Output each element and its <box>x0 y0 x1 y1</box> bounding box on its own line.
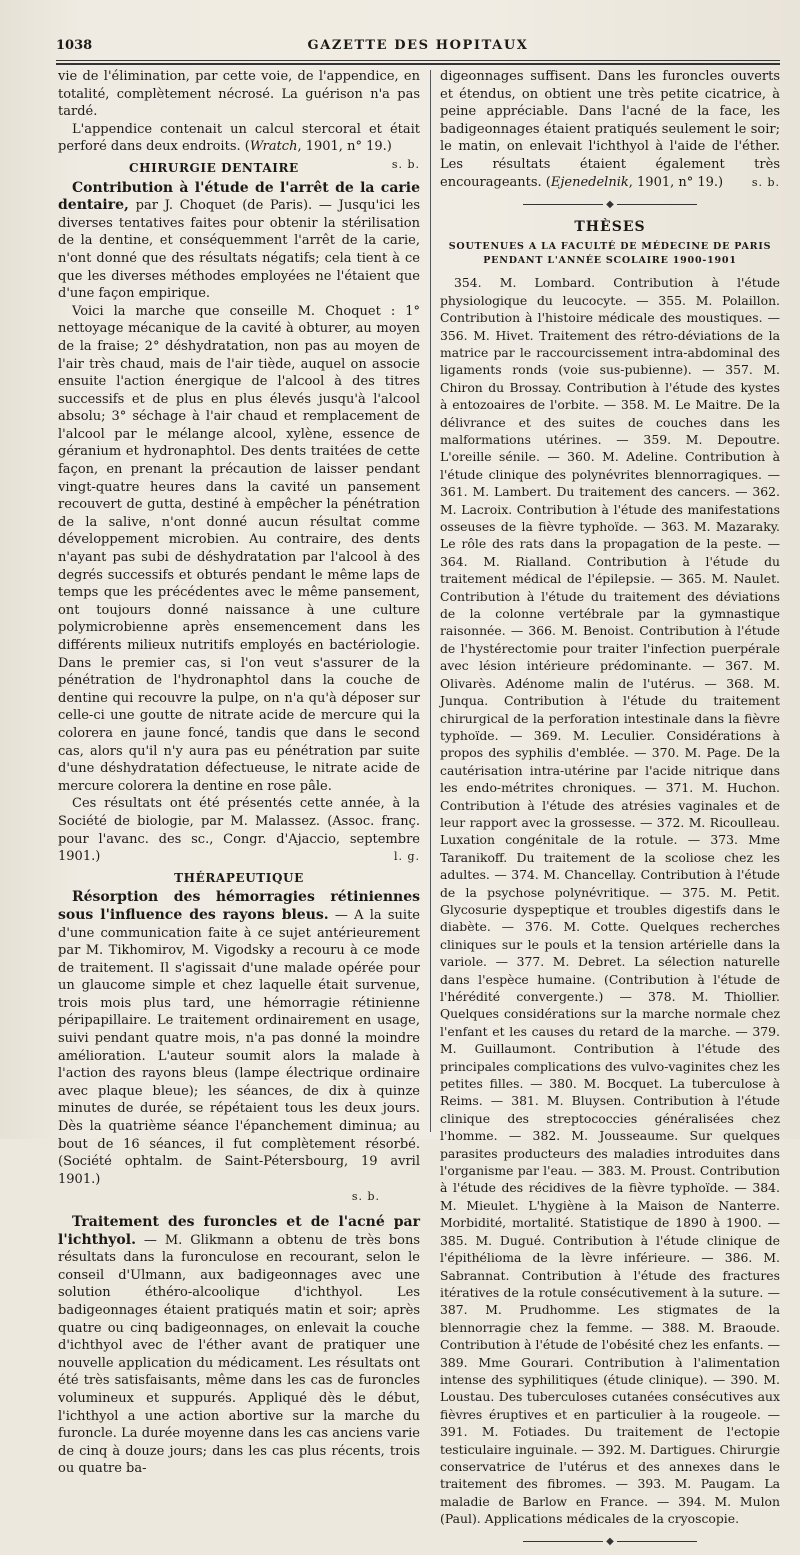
theses-heading: THÈSES <box>574 218 646 235</box>
theses-list: 354. M. Lombard. Contribution à l'étude physiologique du leucocyte. — 355. M. Polaillon. Contribution à l'histoire médicale des moustiques. — 356. M. Hivet. Traitement des rétro-déviations de la matrice par le raccourcissement intra-abdominal des ligaments ronds (voie sus-pubienne). — 357. M. Chiron du Brossay. Contribution à l'étude des kystes à entozoaires de l'orbite. — 358. M. Le Maitre. De la délivrance et des suites de couches dans les malformations utérines. — 359. M. Depoutre. L'oreille sénile. — 360. M. Adeline. Contribution à l'étude clinique des polynévrites blennorragiques. — 361. M. Lambert. Du traitement des cancers. — 362. M. Lacroix. Contribution à l'étude des manifestations osseuses de la fièvre typhoïde. — 363. M. Mazaraky. Le rôle des rats dans la propagation de la peste. — 364. M. Rialland. Contribution à l'étude du traitement médical de l'épilepsie. — 365. M. Naulet. Contribution à l'étude du traitement des déviations de la colonne vertébrale par la gymnastique raisonnée. — 366. M. Benoist. Contribution à l'étude de l'hystérectomie pour traiter l'infection puerpérale avec lésion intérieure prédominante. — 367. M. Olivarès. Adénome malin de l'utérus. — 368. M. Junqua. Contribution à l'étude du traitement chirurgical de la perforation intestinale dans la fièvre typhoïde. — 369. M. Leculier. Considérations à propos des syphilis d'emblée. — 370. M. Page. De la cautérisation intra-utérine par l'acide nitrique dans les endo-métrites chroniques. — 371. M. Huchon. Contribution à l'étude des atrésies vaginales et de leur rapport avec la grossesse. — 372. M. Ricoulleau. Luxation congénitale de la rotule. — 373. Mme Taranikoff. Du traitement de la scoliose chez les adultes. — 374. M. Chancellay. Contribution à l'étude de la psychose polynévritique. — 375. M. Petit. Glycosurie dyspeptique et troubles digestifs dans le diabète. — 376. M. Cotte. Quelques recherches cliniques sur le pouls et la tension artérielle dans la variole. — 377. M. Debret. La sélection naturelle dans l'espèce humaine. (Contribution à l'étude de l'hérédité convergente.) — 378. M. Thiollier. Quelques considérations sur la marche normale chez l'enfant et les causes du retard de la marche. — 379. M. Guillaumont. Contribution à l'étude des principales complications des vulvo-vaginites chez les petites filles. — 380. M. Bocquet. La tuberculose à Reims. — 381. M. Bluysen. Contribution à l'étude clinique des streptococcies généralisées chez l'homme. — 382. M. Jousseaume. Sur quelques parasites producteurs des maladies introduites dans l'organisme par l'eau. — 383. M. Proust. Contribution à l'étude des récidives de la fièvre typhoïde. — 384. M. Mieulet. L'hygiène à la Maison de Nanterre. Morbidité, mortalité. Statistique de 1890 à 1900. — 385. M. Dugué. Contribution à l'étude clinique de l'épithélioma de la lèvre inférieure. — 386. M. Sabrannat. Contribution à l'étude des fractures itératives de la rotule consécutivement à la suture. — 387. M. Prudhomme. Les stigmates de la blennorragie chez la femme. — 388. M. Braoude. Contribution à l'étude de l'obésité chez les enfants. — 389. Mme Gourari. Contribution à l'alimentation intense des syphilitiques (étude clinique). — 390. M. Loustau. Des tuberculoses cutanées consécutives aux fièvres éruptives et en particulier à la rougeole. — 391. M. Fotiades. Du traitement de l'ectopie testiculaire inguinale. — 392. M. Dartigues. Chirurgie conservatrice de l'utérus et des annexes dans le traitement des fibromes. — 393. M. Paugam. La maladie de Barlow en France. — 394. M. Mulon (Paul). Applications médicales de la cryoscopie. <box>440 275 780 1527</box>
article-title: Contribution à l'étude de l'arrêt de la carie dentaire, <box>58 179 420 214</box>
continued-paragraph: digeonnages suffisent. Dans les furoncles ouverts et étendus, on obtient une très petite cicatrice, à peine appréciable. Dans l'acné de la face, les badigeonnages étaient pratiqués seulement le soir; le matin, on enlevait l'ichthyol à l'aide de l'éther. Les résultats étaient également très encourageants. (Ejenedelnik, 1901, n° 19.) s. b. <box>440 69 780 190</box>
source-citation: Wratch <box>249 139 298 155</box>
article-title: Résorption des hémorragies rétiniennes sous l'influence des rayons bleus. <box>58 889 420 923</box>
source-citation: Ejenedelnik <box>550 174 629 190</box>
ornament-divider: ◆ <box>440 196 780 214</box>
theses-subheading: SOUTENUES A LA FACULTÉ DE MÉDECINE DE PARIS PENDANT L'ANNÉE SCOLAIRE 1900-1901 <box>448 241 772 267</box>
author-initials: s. b. <box>391 157 420 171</box>
ornament-divider: ◆ <box>440 1533 780 1551</box>
section-heading-dental: CHIRURGIE DENTAIRE <box>129 160 299 175</box>
article-dental-p2: Voici la marche que conseille M. Choquet : 1° nettoyage mécanique de la cavité à obturer, au moyen de la fraise; 2° déshydratation, non pas au moyen de l'air très chaud, mais de l'air tiède, auquel on associe ensuite l'action énergique de l'alcool à des titres successifs et de plus en plus élevés jusqu'à l'alcool absolu; 3° séchage à l'air chaud et remplacement de l'alcool par le mélange alcool, xylène, essence de géranium et hydronaphtol. Des dents traitées de cette façon, en prenant la précaution de laisser pendant vingt-quatre heures dans la cavité un pansement recouvert de gutta, destiné à empêcher la pénétration de la salive, n'ont donné aucun résultat comme développement microbien. Au contraire, des dents n'ayant pas subi de déshydratation par l'alcool à des degrés successifs et obturés pendant le même laps de temps que les précédentes avec le même pansement, ont toujours donné naissance à une culture polymicrobienne après ensemencement dans les différents milieux nutritifs employés en bactériologie. Dans le premier cas, si l'on veut s'assurer de la pénétration de l'hydronaphtol dans la couche de dentine qui recouvre la pulpe, on n'a qu'à déposer sur celle-ci une goutte de nitrate acide de mercure qui la colorera en jaune foncé, tandis que dans le second cas, alors qu'il n'y aura pas eu pénétration par suite d'une déshydratation défectueuse, le nitrate acide de mercure colorera la dentine en rose pâle. <box>58 303 420 794</box>
page-header <box>56 36 780 58</box>
continued-paragraph: vie de l'élimination, par cette voie, de l'appendice, en totalité, complètement nécrosé. La guérison n'a pas tardé. <box>58 69 420 120</box>
author-initials: l. g. <box>393 850 420 864</box>
author-initials: s. b. <box>351 1190 380 1204</box>
section-heading-therapeutics: THÉRAPEUTIQUE <box>174 870 304 885</box>
column-divider <box>430 70 431 1132</box>
right-column <box>440 68 780 1555</box>
appendix-paragraph: L'appendice contenait un calcul stercoral et était perforé dans deux endroits. (Wratch, 1901, n° 19.) s. b. <box>58 121 420 156</box>
journal-title: GAZETTE DES HOPITAUX <box>307 38 529 53</box>
article-dental-p3: Ces résultats ont été présentés cette année, à la Société de biologie, par M. Malassez. (Assoc. franç. pour l'avanc. des sc., Congr. d'Ajaccio, septembre 1901.) l. g. <box>58 796 420 865</box>
header-rule-thick <box>56 63 780 65</box>
page-number: 1038 <box>56 38 93 53</box>
header-rule <box>56 60 780 61</box>
article-retinal: Résorption des hémorragies rétiniennes sous l'influence des rayons bleus. — A la suite d'une communication faite à ce sujet antérieurement par M. Tikhomirov, M. Vigodsky a recouru à ce mode de traitement. Il s'agissait d'une malade opérée pour un glaucome simple et chez laquelle était survenue, trois mois plus tard, une hémorragie rétinienne péripapillaire. Le traitement ordinairement en usage, suivi pendant quatre mois, n'a pas donné la moindre amélioration. L'auteur soumit alors la malade à l'action des rayons bleus (lampe électrique ordinaire avec plaque bleue); les séances, de dix à quinze minutes de durée, se répétaient tous les deux jours. Dès la quatrième séance l'épanchement diminua; au bout de 16 séances, il fut complètement résorbé. (Société ophtalm. de Saint-Pétersbourg, 19 avril 1901.) <box>58 889 420 1187</box>
left-column <box>58 68 420 1478</box>
article-title: Traitement des furoncles et de l'acné par l'ichthyol. <box>58 1214 420 1248</box>
article-furuncles: Traitement des furoncles et de l'acné par l'ichthyol. — M. Glikmann a obtenu de très bons résultats dans la furonculose en recourant, selon le conseil d'Ulmann, aux badigeonnages avec une solution éthéro-alcoolique d'ichthyol. Les badigeonnages étaient pratiqués matin et soir; après quatre ou cinq badigeonnages, on enlevait la couche d'ichthyol avec de l'éther avant de pratiquer une nouvelle application du médicament. Les résultats ont été très satisfaisants, même dans les cas de furoncles volumineux et suppurés. Appliqué dès le début, l'ichthyol a une action abortive sur la marche du furoncle. La durée moyenne dans les cas anciens varie de cinq à douze jours; dans les cas plus récents, trois ou quatre ba- <box>58 1214 420 1477</box>
article-dental: Contribution à l'étude de l'arrêt de la carie dentaire, par J. Choquet (de Paris). — Jusqu'ici les diverses tentatives faites pour obtenir la stérilisation de la dentine, et conséquemment l'arrêt de la carie, n'ont donné que des résultats négatifs; cela tient à ce que les diverses méthodes employées ne l'étaient que d'une façon empirique. <box>58 179 420 302</box>
author-initials: s. b. <box>751 175 780 189</box>
